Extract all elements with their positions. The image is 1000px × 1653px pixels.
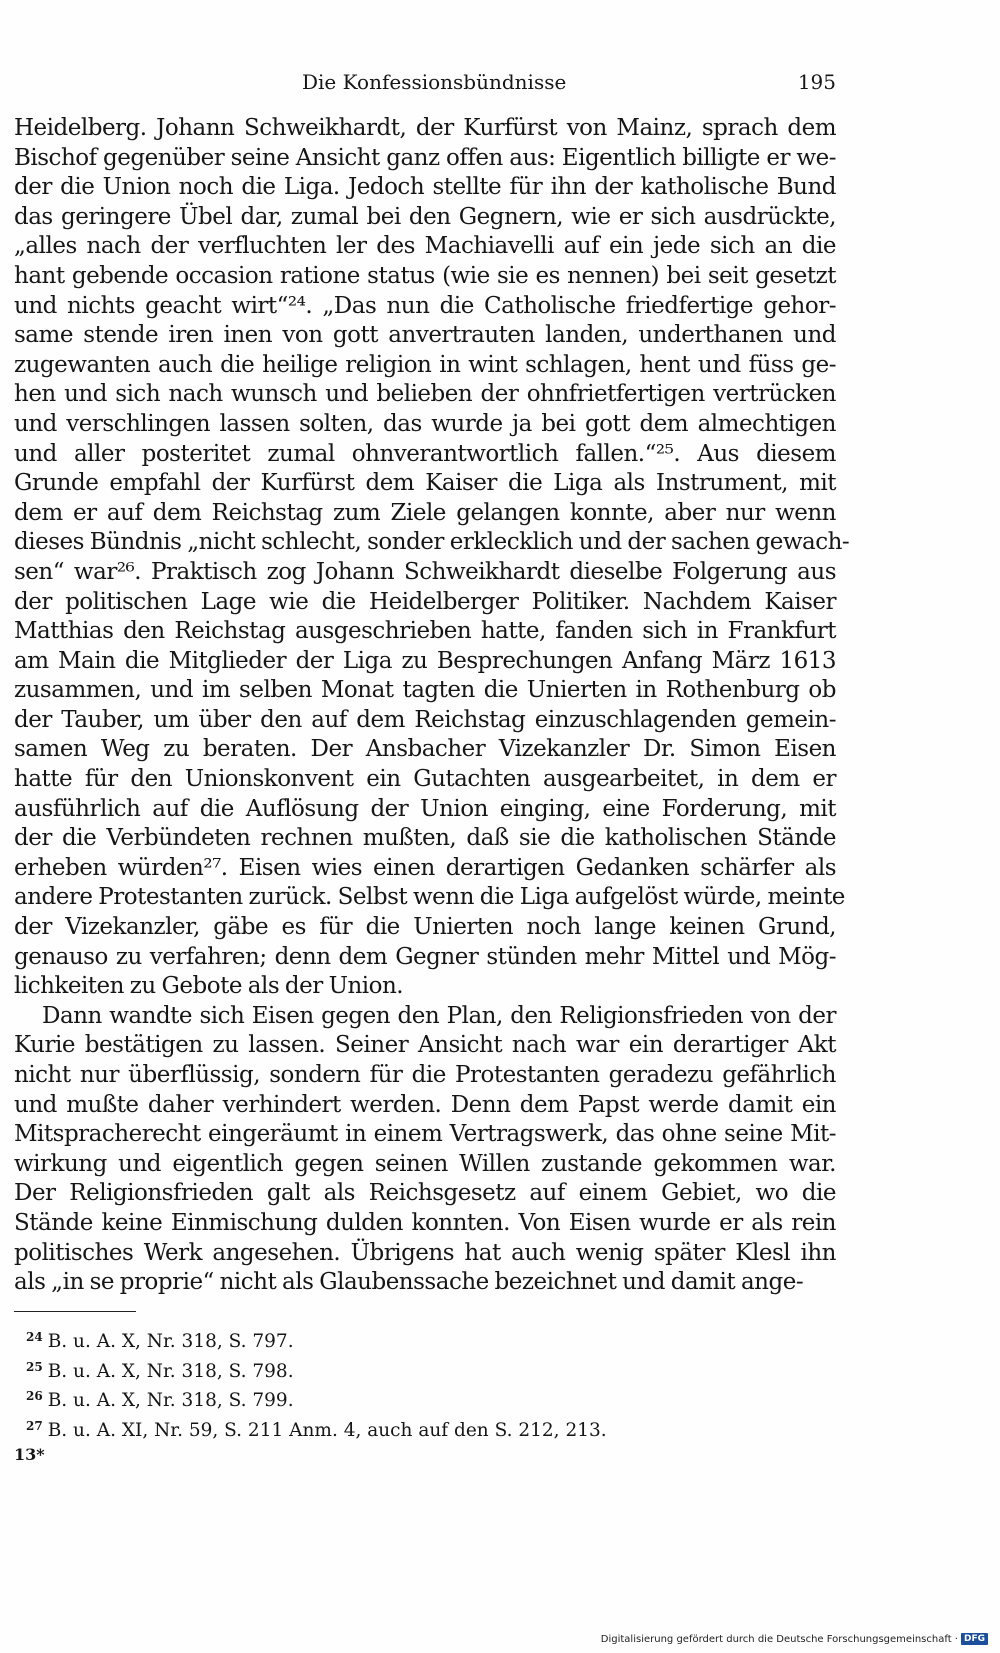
text-line: und mußte daher verhindert werden. Denn dem Papst werde damit ein — [14, 1091, 836, 1118]
footnote — [26, 1414, 826, 1444]
text-line: Matthias den Reichstag ausgeschrieben hatte, fanden sich in Frankfurt — [14, 618, 836, 645]
text-line: als „in se proprie“ nicht als Glaubenssache bezeichnet und damit ange- — [14, 1269, 804, 1296]
footnote-text: B. u. A. XI, Nr. 59, S. 211 Anm. 4, auch auf den S. 212, 213. — [47, 1419, 607, 1441]
footnote-text: B. u. A. X, Nr. 318, S. 797. — [47, 1331, 294, 1352]
text-line: dem er auf dem Reichstag zum Ziele gelangen konnte, aber nur wenn — [14, 499, 836, 526]
text-line: Der Religionsfrieden galt als Reichsgesetz auf einem Gebiet, wo die — [14, 1180, 836, 1207]
text-line: dieses Bündnis „nicht schlecht, sonder erklecklich und der sachen gewach- — [14, 529, 850, 556]
text-line: nicht nur überflüssig, sondern für die Protestanten geradezu gefährlich — [14, 1062, 836, 1088]
text-line: das geringere Übel dar, zumal bei den Gegnern, wie er sich ausdrückte, — [14, 203, 836, 230]
text-line: und nichts geacht wirt“²⁴. „Das nun die Catholische friedfertige gehor- — [14, 292, 836, 319]
text-line: der politischen Lage wie die Heidelberger Politiker. Nachdem Kaiser — [14, 588, 836, 615]
text-line: Bischof gegenüber seine Ansicht ganz offen aus: Eigentlich billigte er we- — [14, 144, 836, 171]
banner-text: Digitalisierung gefördert durch die Deutsche Forschungsgemeinschaft · — [600, 1633, 958, 1645]
text-line: hen und sich nach wunsch und belieben der ohnfrietfertigen vertrücken — [14, 381, 836, 408]
text-line: samen Weg zu beraten. Der Ansbacher Vizekanzler Dr. Simon Eisen — [14, 736, 836, 763]
footnote-number: 26 — [26, 1389, 43, 1403]
digitization-banner — [601, 1633, 988, 1645]
footnote — [26, 1355, 826, 1385]
paragraph — [14, 114, 850, 1002]
footnote-text: B. u. A. X, Nr. 318, S. 799. — [47, 1390, 294, 1411]
text-line: wirkung und eigentlich gegen seinen Willen zustande gekommen war. — [14, 1150, 836, 1177]
text-line: der die Verbündeten rechnen mußten, daß sie die katholischen Stände — [14, 825, 836, 852]
text-line: Stände keine Einmischung dulden konnten. Von Eisen wurde er als rein — [14, 1209, 836, 1236]
text-line: genauso zu verfahren; denn dem Gegner stünden mehr Mittel und Mög- — [14, 943, 836, 970]
text-line: Heidelberg. Johann Schweikhardt, der Kurfürst von Mainz, sprach dem — [14, 115, 836, 141]
text-line: Kurie bestätigen zu lassen. Seiner Ansicht nach war ein derartiger Akt — [14, 1032, 836, 1059]
text-line: sen“ war²⁶. Praktisch zog Johann Schweikhardt dieselbe Folgerung aus — [14, 558, 836, 585]
footnote-number: 25 — [26, 1359, 43, 1374]
text-line: „alles nach der verfluchten ler des Machiavelli auf ein jede sich an die — [14, 233, 836, 260]
text-line: zugewanten auch die heilige religion in wint schlagen, hent und füss ge- — [14, 351, 836, 378]
footnote-text: B. u. A. X, Nr. 318, S. 798. — [47, 1360, 294, 1382]
text-line: ausführlich auf die Auflösung der Union einging, eine Forderung, mit — [14, 795, 836, 822]
footnote-number: 27 — [26, 1418, 43, 1433]
text-line: und aller posteritet zumal ohnverantwortlich fallen.“²⁵. Aus diesem — [14, 440, 836, 467]
text-line: hant gebende occasion ratione status (wie sie es nennen) bei seit gesetzt — [14, 262, 836, 289]
sheet-signature: 13* — [14, 1445, 45, 1464]
text-line: Dann wandte sich Eisen gegen den Plan, den Religionsfrieden von der — [42, 1002, 836, 1029]
running-head — [14, 70, 836, 100]
text-line: und verschlingen lassen solten, das wurde ja bei gott dem almechtigen — [14, 410, 836, 437]
text-line: lichkeiten zu Gebote als der Union. — [14, 973, 404, 1000]
text-line: der Vizekanzler, gäbe es für die Unierten noch lange keinen Grund, — [14, 914, 836, 941]
text-line: same stende iren inen von gott anvertrauten landen, underthanen und — [14, 322, 836, 349]
footnote — [26, 1384, 826, 1414]
paragraph — [14, 1002, 836, 1298]
text-line: andere Protestanten zurück. Selbst wenn die Liga aufgelöst würde, meinte — [14, 884, 845, 911]
text-line: der die Union noch die Liga. Jedoch stellte für ihn der katholische Bund — [14, 174, 836, 201]
text-line: der Tauber, um über den auf dem Reichstag einzuschlagenden gemein- — [14, 706, 836, 733]
footnote-number: 24 — [26, 1330, 43, 1344]
text-line: erheben würden²⁷. Eisen wies einen derartigen Gedanken schärfer als — [14, 854, 836, 881]
dfg-logo: DFG — [961, 1633, 988, 1645]
footnote — [26, 1325, 826, 1355]
running-title: Die Konfessionsbündnisse — [302, 70, 567, 94]
text-line: politisches Werk angesehen. Übrigens hat auch wenig später Klesl ihn — [14, 1239, 836, 1266]
text-line: Grunde empfahl der Kurfürst dem Kaiser die Liga als Instrument, mit — [14, 470, 836, 497]
text-line: zusammen, und im selben Monat tagten die Unierten in Rothenburg ob — [14, 677, 836, 704]
body-text — [14, 114, 850, 1298]
text-line: am Main die Mitglieder der Liga zu Besprechungen Anfang März 1613 — [14, 647, 836, 674]
text-line: hatte für den Unionskonvent ein Gutachten ausgearbeitet, in dem er — [14, 766, 836, 793]
footnotes — [26, 1325, 826, 1443]
page-number: 195 — [797, 70, 836, 94]
footnote-rule — [14, 1311, 136, 1312]
text-line: Mitspracherecht eingeräumt in einem Vertragswerk, das ohne seine Mit- — [14, 1121, 836, 1148]
